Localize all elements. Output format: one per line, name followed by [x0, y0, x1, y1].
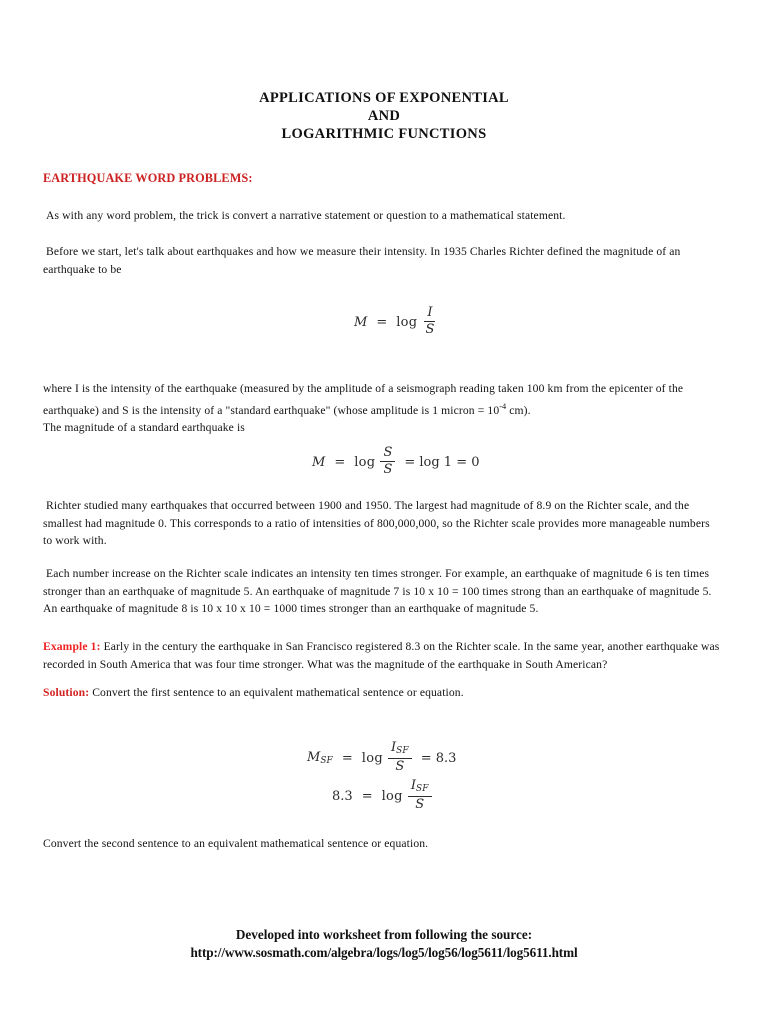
where-text-part1: where I is the intensity of the earthquake (measured by the amplitude of a seismograph reading taken 100 km from the epicenter of the earthquake) and S is the intensity of a "standard earthquake" (whose amplitude is 1 micron = 10: [43, 382, 684, 417]
equation2-lhs: M: [312, 454, 326, 470]
equation3-lhs: [307, 750, 333, 766]
solution-body-text: Convert the first sentence to an equivalent mathematical sentence or equation.: [89, 686, 464, 699]
paragraph-before-we-start: Before we start, let's talk about earthquakes and how we measure their intensity. In 1935 Charles Richter defined the magnitude of an earthquake to be: [43, 245, 681, 276]
paragraph-solution: [43, 684, 721, 702]
title-line-3: LOGARITHMIC FUNCTIONS: [281, 126, 487, 142]
equation3-lhs-symbol: M: [307, 749, 321, 765]
equation2-denominator: S: [383, 461, 393, 477]
equation4-numerator-symbol: I: [410, 778, 416, 793]
equation-san-francisco-magnitude: [307, 742, 456, 774]
paragraph-each-number-increase: Each number increase on the Richter scale indicates an intensity ten times stronger. For example, an earthquake of magnitude 6 is ten times stronger than an earthquake of magnitude 5. An earthquake of magnitude 7 is 10 x 10 = 100 times strong than an earthquake of magnitude 5. An earthquake of magnitude 8 is 10 x 10 x 10 = 1000 times stronger than an earthquake of magnitude 5.: [43, 567, 712, 615]
where-text-part3: The magnitude of a standard earthquake is: [43, 420, 245, 434]
footer-source-label: Developed into worksheet from following the source:: [235, 927, 533, 942]
equation4-lhs: 8.3: [332, 788, 353, 804]
solution-label: Solution:: [43, 686, 90, 699]
paragraph-intro: As with any word problem, the trick is convert a narrative statement or question to a mathematical statement.: [46, 209, 566, 222]
equation1-log-operator: log: [396, 314, 418, 330]
section-heading-earthquake-word-problems: EARTHQUAKE WORD PROBLEMS:: [43, 171, 253, 185]
equation1-equals: =: [376, 314, 388, 330]
equation1-fraction: [422, 306, 437, 336]
equation2-log-operator: log: [354, 454, 376, 470]
where-exponent: -4: [499, 401, 507, 411]
equation4-numerator: [408, 779, 432, 797]
equation3-tail: = 8.3: [420, 750, 457, 766]
example-body-text: Early in the century the earthquake in San Francisco registered 8.3 on the Richter scale. In the same year, another earthquake was recorded in South America that was four time stronger. What was the magnitude of the earthquake in South American?: [43, 640, 720, 671]
title-line-1: APPLICATIONS OF EXPONENTIAL: [259, 90, 509, 106]
equation4-log-operator: log: [381, 788, 403, 804]
equation-san-francisco-rearranged: [332, 780, 434, 812]
equation4-numerator-subscript: SF: [415, 784, 429, 795]
equation4-fraction: [408, 779, 432, 811]
paragraph-convert-second-sentence: Convert the second sentence to an equivalent mathematical sentence or equation.: [43, 837, 429, 850]
equation4-equals: =: [361, 788, 373, 804]
equation2-fraction: [380, 446, 395, 476]
where-text-part2: cm).: [506, 403, 531, 417]
equation3-numerator-symbol: I: [391, 740, 397, 755]
equation3-log-operator: log: [361, 750, 384, 766]
equation3-denominator: S: [395, 758, 405, 774]
equation1-lhs: M: [354, 314, 368, 330]
equation3-numerator-subscript: SF: [396, 746, 409, 757]
equation2-equals: =: [334, 454, 346, 470]
equation-magnitude-definition: [354, 307, 439, 337]
equation2-tail: = log 1 = 0: [404, 454, 480, 470]
equation3-fraction: [388, 741, 412, 773]
paragraph-richter-studied: Richter studied many earthquakes that occurred between 1900 and 1950. The largest had magnitude of 8.9 on the Richter scale, and the smallest had magnitude 0. This corresponds to a ratio of intensities of 800,000,000, so the Richter scale provides more manageable numbers to work with.: [43, 499, 710, 547]
equation3-lhs-subscript: SF: [320, 756, 333, 767]
page-title: [0, 89, 768, 143]
footer-source-url[interactable]: http://www.sosmath.com/algebra/logs/log5/log56/log5611/log5611.html: [190, 945, 578, 960]
equation4-denominator: S: [415, 796, 425, 812]
equation3-equals: =: [341, 750, 353, 766]
paragraph-example-1: [43, 638, 721, 673]
equation1-denominator: S: [425, 321, 435, 337]
title-line-2: AND: [367, 108, 401, 124]
equation1-numerator: I: [424, 306, 435, 322]
paragraph-where-definition: [43, 380, 721, 436]
example-label: Example 1:: [43, 640, 101, 653]
equation-standard-earthquake: [312, 447, 480, 477]
equation2-numerator: S: [380, 446, 395, 462]
equation3-numerator: [388, 741, 412, 759]
